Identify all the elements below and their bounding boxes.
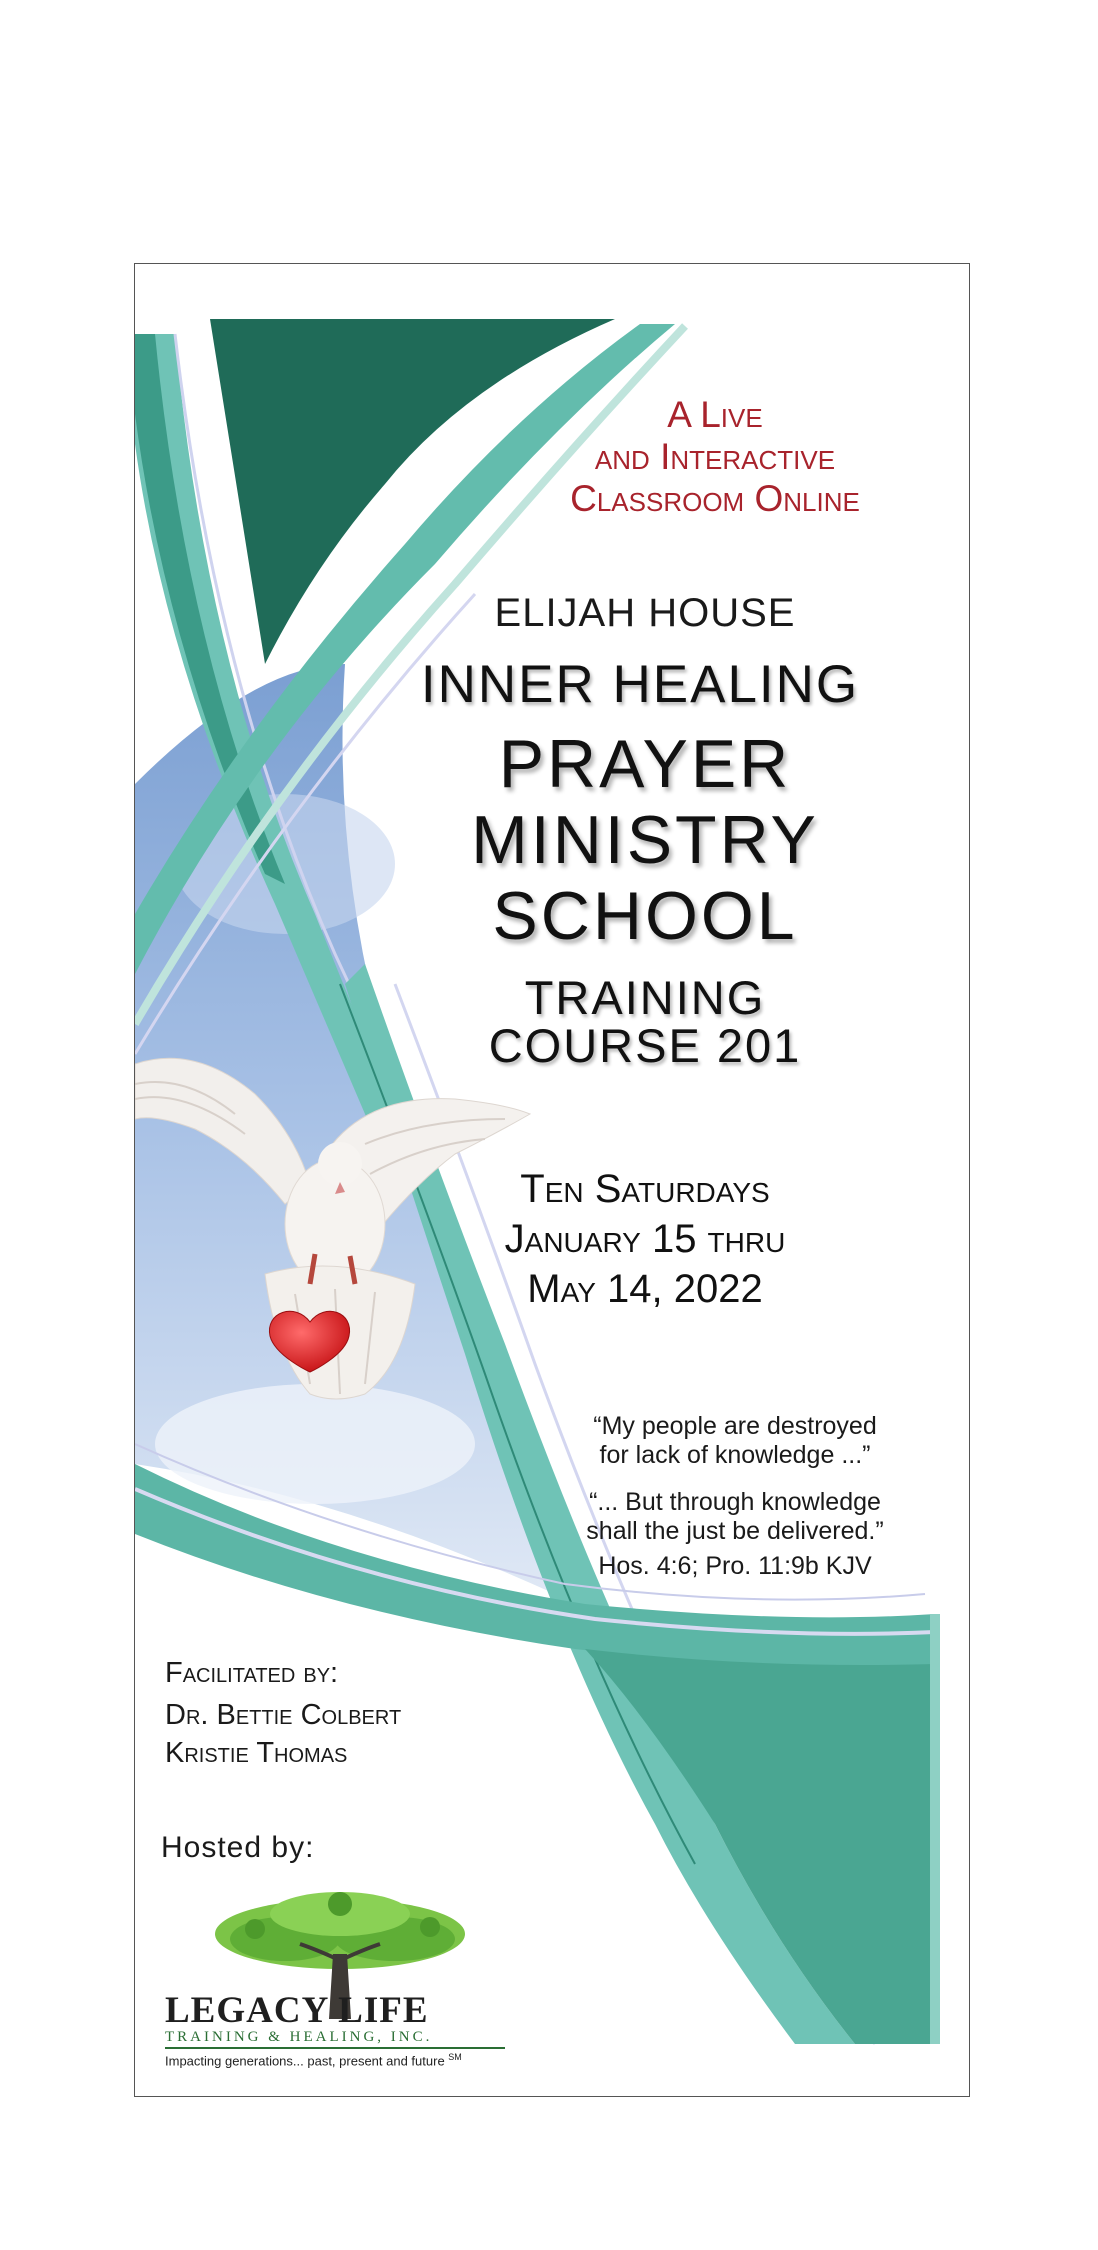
logo-underline [165, 2047, 505, 2049]
flyer [134, 263, 970, 2097]
school-title-line-3: SCHOOL [492, 878, 798, 954]
logo-wordmark: LEGACY LIFE [165, 1990, 429, 2031]
facilitators [165, 1654, 401, 1772]
quote-line-3: “... But through knowledge [589, 1488, 881, 1516]
headline-line-1: A Live [667, 394, 763, 435]
legacy-life-logo [165, 1889, 525, 2089]
quote-line-2: for lack of knowledge ...” [599, 1441, 871, 1469]
facilitator-name: Kristie Thomas [165, 1737, 348, 1769]
logo-subtitle: TRAINING & HEALING, INC. [165, 2029, 433, 2045]
headline-line-2: and Interactive [594, 436, 836, 477]
program-title: INNER HEALING [420, 655, 860, 714]
school-title-line-1: PRAYER [498, 726, 792, 802]
facilitators-label: Facilitated by: [165, 1657, 339, 1689]
quote-reference: Hos. 4:6; Pro. 11:9b KJV [598, 1552, 872, 1580]
schedule-line-2: January 15 thru [504, 1217, 786, 1261]
scripture-quote [565, 1412, 905, 1581]
logo-tagline-text: Impacting generations... past, present and future [165, 2053, 445, 2069]
school-title [435, 726, 855, 954]
schedule [435, 1164, 855, 1314]
schedule-line-1: Ten Saturdays [520, 1167, 770, 1211]
course-title-line-2: COURSE 201 [488, 1019, 802, 1072]
facilitator-name: Dr. Bettie Colbert [165, 1699, 402, 1731]
course-title-line-1: TRAINING [524, 971, 766, 1024]
schedule-line-3: May 14, 2022 [527, 1267, 763, 1311]
logo-tagline [165, 2052, 525, 2068]
service-mark: SM [448, 2052, 462, 2062]
quote-line-1: “My people are destroyed [593, 1412, 877, 1440]
quote-line-4: shall the just be delivered.” [586, 1517, 884, 1545]
hosted-by-label: Hosted by: [161, 1831, 315, 1864]
series-title: ELIJAH HOUSE [494, 591, 796, 635]
course-title [435, 971, 855, 1072]
headline-line-3: Classroom Online [570, 478, 860, 519]
headline [515, 394, 915, 520]
school-title-line-2: MINISTRY [471, 802, 819, 878]
